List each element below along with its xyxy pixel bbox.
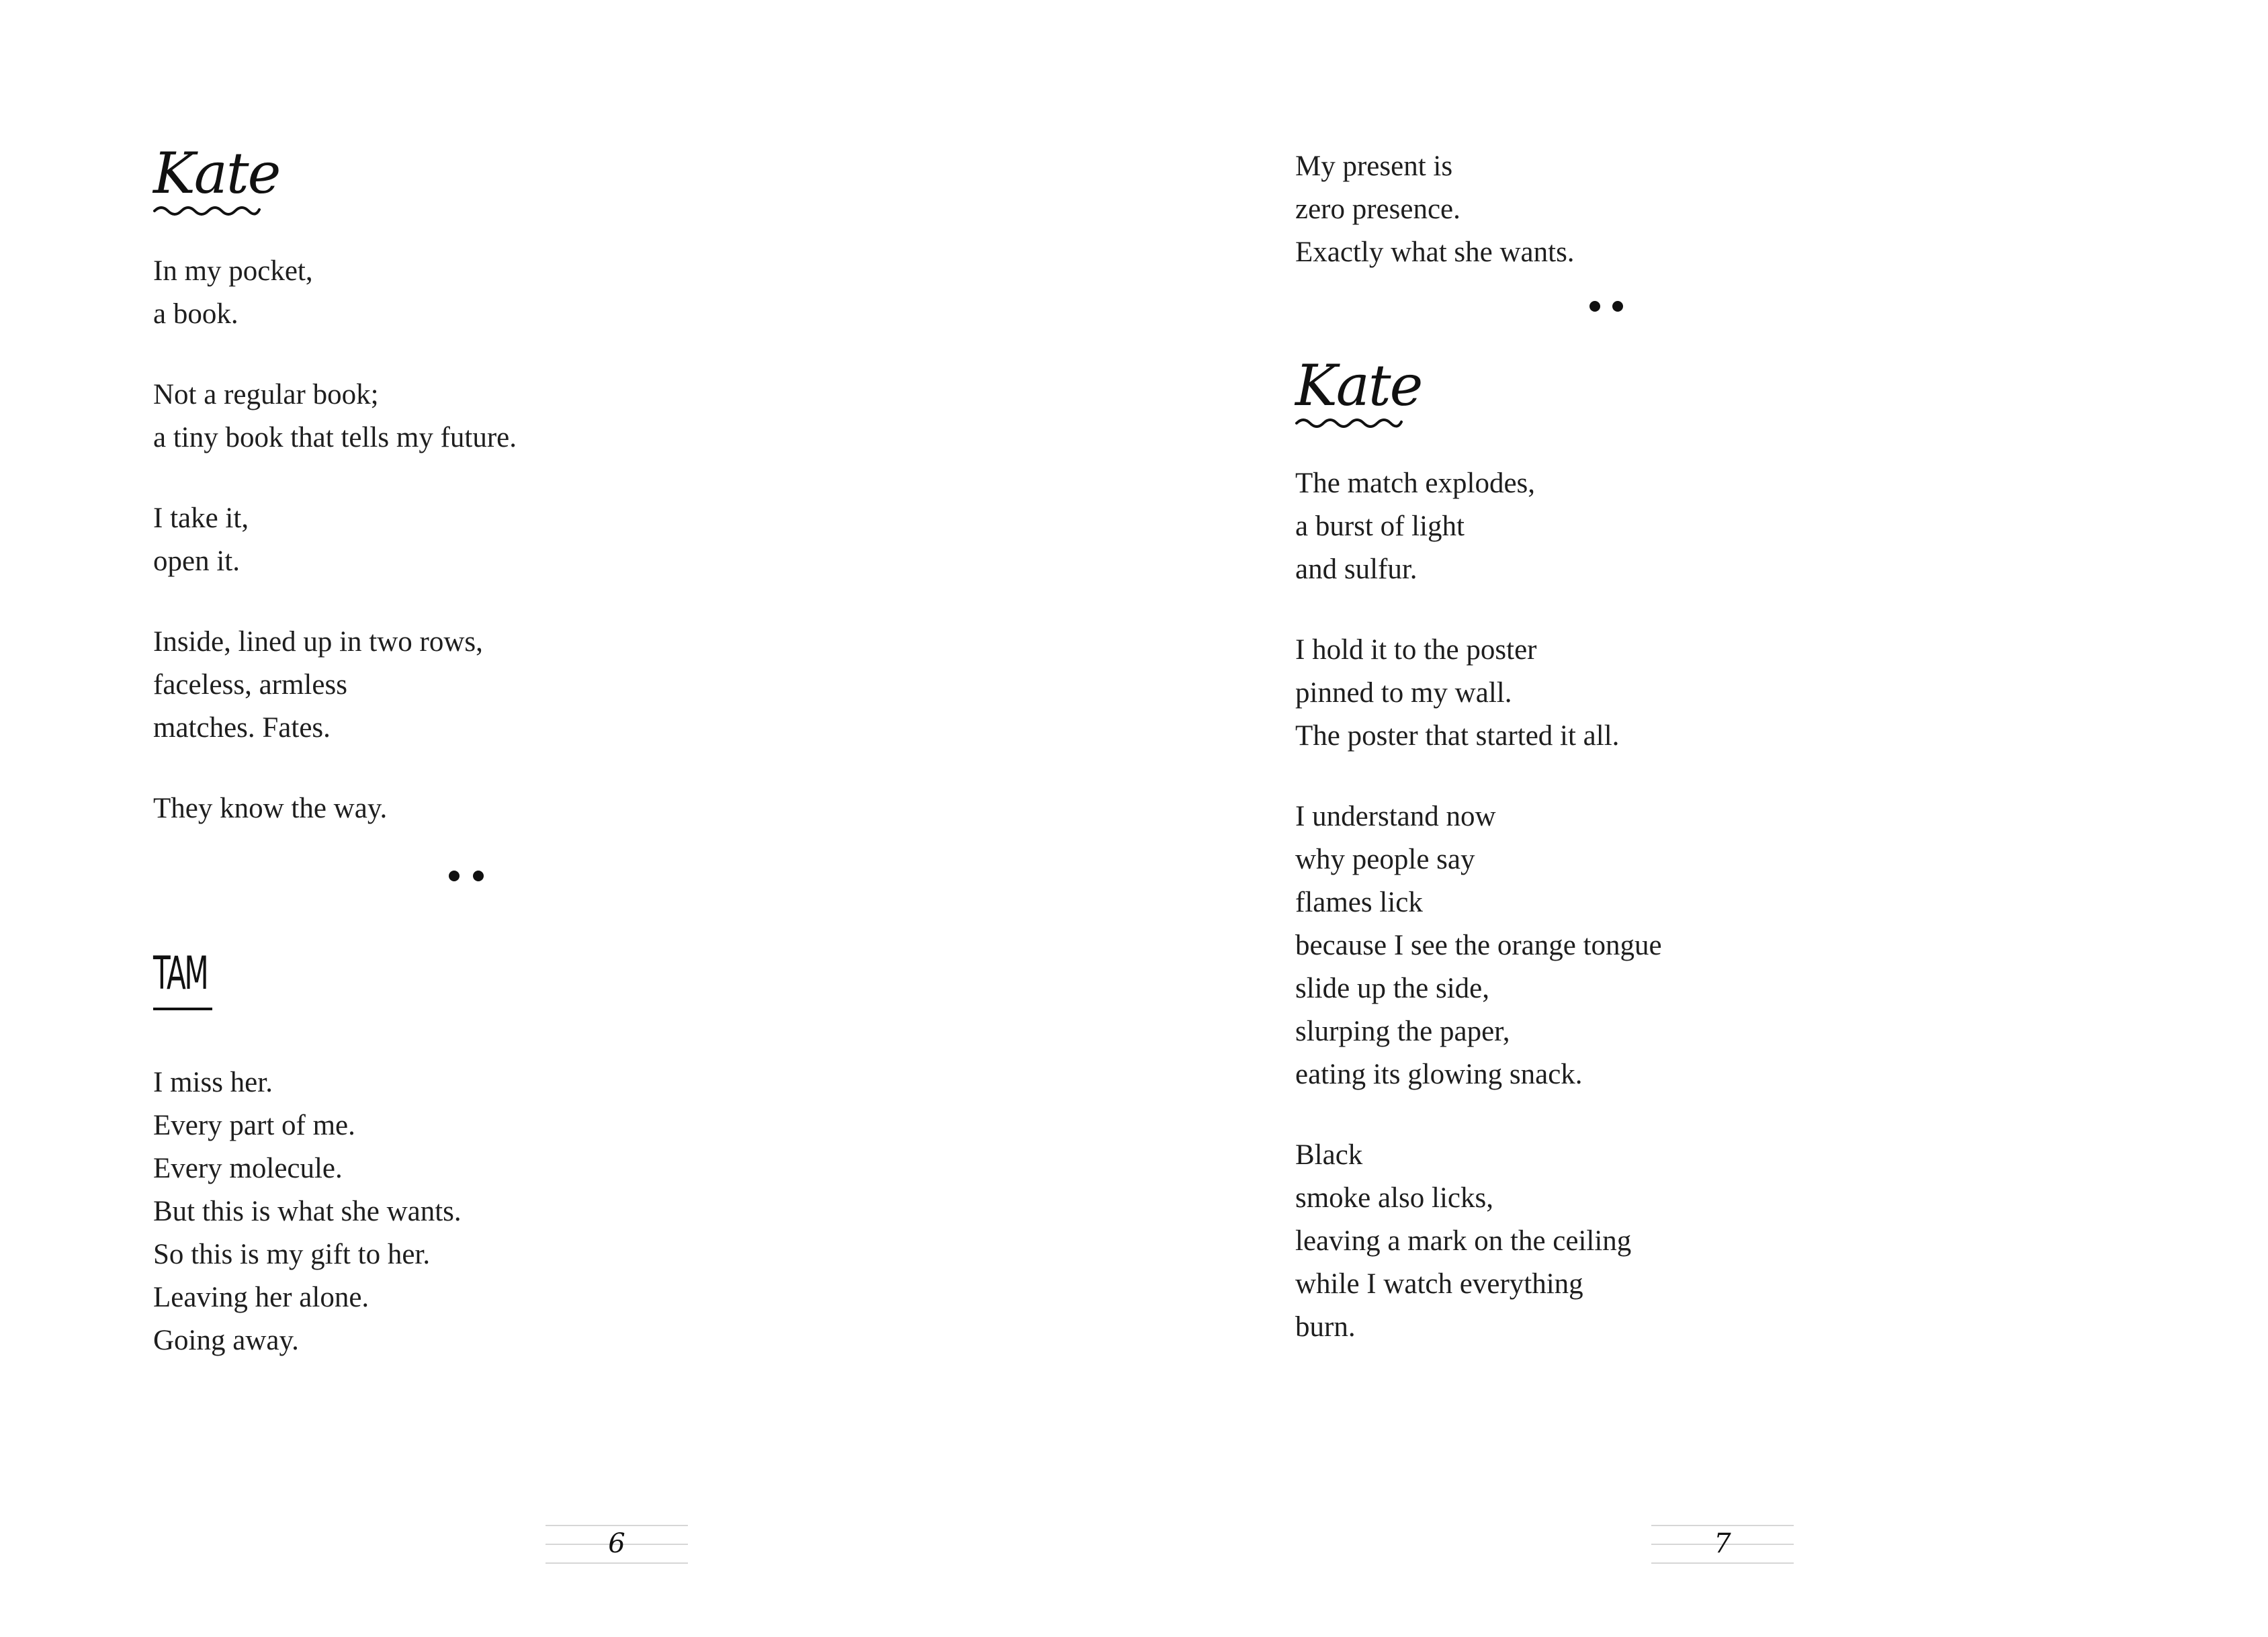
poem-line: The poster that started it all. <box>1295 720 1620 752</box>
stanza <box>153 250 892 336</box>
wave-underline-icon <box>1295 415 1403 431</box>
poem-line: My present is <box>1295 150 1453 182</box>
poem-line: leaving a mark on the ceiling <box>1295 1225 1632 1257</box>
page-number-box <box>1651 1525 1794 1564</box>
separator-dot-icon <box>473 871 484 881</box>
right-text-column <box>1295 145 2034 1386</box>
poem-line: zero presence. <box>1295 193 1460 225</box>
poem-line: Going away. <box>153 1325 299 1356</box>
poem-line: eating its glowing snack. <box>1295 1059 1583 1090</box>
heading-underline <box>153 1008 212 1010</box>
folio-rule <box>546 1562 688 1564</box>
speaker-name: TAM <box>153 947 208 1000</box>
stanza <box>153 621 892 750</box>
poem-line: The match explodes, <box>1295 468 1536 499</box>
separator-dot-icon <box>1612 301 1623 312</box>
poem-line: open it. <box>153 545 240 577</box>
separator-dot-icon <box>449 871 460 881</box>
stanza <box>1295 1134 2034 1349</box>
poem-line: I understand now <box>1295 801 1496 832</box>
right-page <box>1134 0 2268 1637</box>
stanza <box>1295 462 2034 591</box>
poem-line: I hold it to the poster <box>1295 634 1537 666</box>
poem-line: Inside, lined up in two rows, <box>153 626 483 658</box>
poem-line: I take it, <box>153 502 249 534</box>
stanza <box>153 787 892 830</box>
speaker-name: Kate <box>153 140 280 206</box>
stanza <box>153 497 892 583</box>
poem-line: while I watch everything <box>1295 1268 1583 1300</box>
poem-line: Every molecule. <box>153 1153 343 1184</box>
speaker-heading-kate <box>1295 353 2034 442</box>
poem-line: faceless, armless <box>153 669 347 701</box>
poem-line: burn. <box>1295 1311 1356 1343</box>
poem-line: I miss her. <box>153 1067 273 1098</box>
section-separator <box>153 857 892 897</box>
stanza <box>1295 145 2034 274</box>
left-text-column <box>153 141 892 1400</box>
speaker-name: Kate <box>1295 353 1422 418</box>
page-number: 7 <box>1714 1528 1731 1559</box>
stanza <box>1295 629 2034 758</box>
poem-line: matches. Fates. <box>153 712 331 744</box>
speaker-heading-tam <box>153 947 892 1048</box>
stanza <box>153 1061 892 1362</box>
page-number-box <box>546 1525 688 1564</box>
poem-line: pinned to my wall. <box>1295 677 1512 709</box>
wave-underline-icon <box>153 203 261 219</box>
poem-line: They know the way. <box>153 793 388 824</box>
section-separator <box>1295 287 2034 328</box>
poem-line: why people say <box>1295 844 1475 875</box>
poem-line: Leaving her alone. <box>153 1282 369 1313</box>
poem-line: a burst of light <box>1295 511 1465 542</box>
poem-line: Every part of me. <box>153 1110 355 1141</box>
poem-line: and sulfur. <box>1295 554 1418 585</box>
poem-line: Black <box>1295 1139 1363 1171</box>
stanza <box>1295 795 2034 1096</box>
poem-line: smoke also licks, <box>1295 1182 1493 1214</box>
page-number: 6 <box>608 1528 625 1559</box>
stanza <box>153 373 892 459</box>
poem-line: Exactly what she wants. <box>1295 236 1575 268</box>
poem-line: But this is what she wants. <box>153 1196 462 1227</box>
poem-line: because I see the orange tongue <box>1295 930 1662 961</box>
poem-line: So this is my gift to her. <box>153 1239 431 1270</box>
poem-line: a tiny book that tells my future. <box>153 422 517 453</box>
separator-dot-icon <box>1589 301 1600 312</box>
poem-line: In my pocket, <box>153 255 313 287</box>
poem-line: slide up the side, <box>1295 973 1490 1004</box>
folio-rule <box>1651 1562 1794 1564</box>
poem-line: flames lick <box>1295 887 1423 918</box>
poem-line: Not a regular book; <box>153 379 379 410</box>
poem-line: a book. <box>153 298 238 330</box>
speaker-heading-kate <box>153 141 892 230</box>
poem-line: slurping the paper, <box>1295 1016 1510 1047</box>
